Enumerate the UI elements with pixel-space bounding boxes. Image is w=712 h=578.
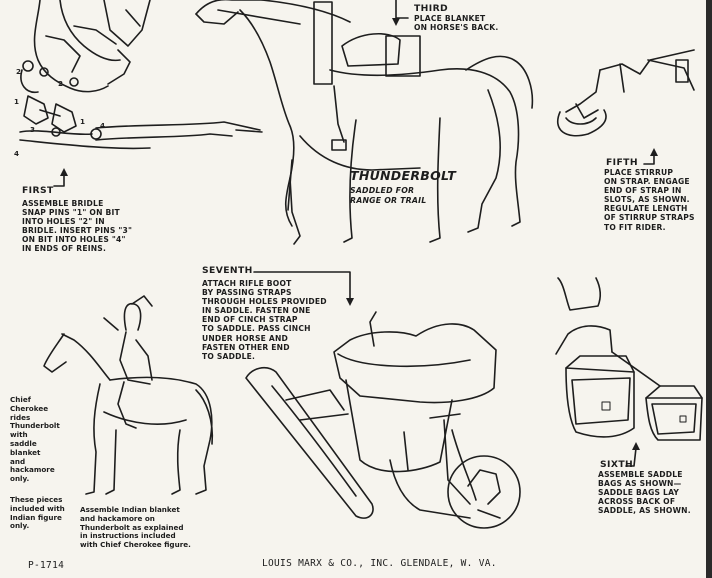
chief-cherokee-illustration — [44, 296, 212, 494]
callout-1b: 1 — [80, 117, 86, 126]
thunderbolt-title: THUNDERBOLT — [350, 168, 457, 183]
callout-2: 2 — [16, 67, 22, 76]
fifth-instructions: PLACE STIRRUP ON STRAP. ENGAGE END OF STRAP IN SLOTS, AS SHOWN. REGULATE LENGTH OF STIRRUP STRAPS TO FIT RIDER. — [604, 168, 695, 232]
callout-2b: 2 — [58, 79, 64, 88]
first-heading: FIRST — [22, 185, 54, 196]
indian-blanket-note: Assemble Indian blanket and hackamore on Thunderbolt as explained in instructions included with Chief Cherokee figure. — [80, 505, 191, 550]
seventh-instructions: ATTACH RIFLE BOOT BY PASSING STRAPS THROUGH HOLES PROVIDED IN SADDLE. FASTEN ONE END OF CINCH STRAP TO SADDLE. PASS CINCH UNDER HORSE AND FASTEN OTHER END TO SADDLE. — [202, 279, 327, 361]
sixth-heading: SIXTH — [600, 459, 634, 470]
bit-and-reins-parts — [20, 96, 262, 148]
fifth-heading: FIFTH — [606, 157, 638, 168]
part-number: P-1714 — [28, 560, 65, 571]
bridle-head-illustration — [21, 0, 150, 92]
saddle-bags-illustration — [556, 278, 702, 440]
callout-4: 4 — [100, 121, 106, 130]
thunderbolt-horse-illustration — [196, 0, 532, 244]
first-instructions: ASSEMBLE BRIDLE SNAP PINS "1" ON BIT INTO HOLES "2" IN BRIDLE. INSERT PINS "3" ON BIT INTO HOLES "4" IN ENDS OF REINS. — [22, 199, 133, 254]
third-instructions: PLACE BLANKET ON HORSE'S BACK. — [414, 14, 499, 33]
callout-1: 1 — [14, 97, 20, 106]
callout-4b: 4 — [14, 149, 20, 158]
thunderbolt-subtitle: SADDLED FOR RANGE OR TRAIL — [350, 186, 427, 205]
third-heading: THIRD — [414, 3, 449, 14]
sixth-instructions: ASSEMBLE SADDLE BAGS AS SHOWN— SADDLE BAGS LAY ACROSS BACK OF SADDLE, AS SHOWN. — [598, 470, 691, 516]
indian-pieces-note: These pieces included with Indian figure only. — [10, 495, 65, 531]
manufacturer-line: LOUIS MARX & CO., INC. GLENDALE, W. VA. — [262, 558, 497, 569]
chief-cherokee-caption: Chief Cherokee rides Thunderbolt with saddle blanket and hackamore only. — [10, 395, 60, 484]
scan-edge — [706, 0, 712, 578]
callout-3: 3 — [30, 125, 36, 134]
seventh-heading: SEVENTH — [202, 265, 253, 276]
stirrup-illustration — [558, 50, 694, 136]
